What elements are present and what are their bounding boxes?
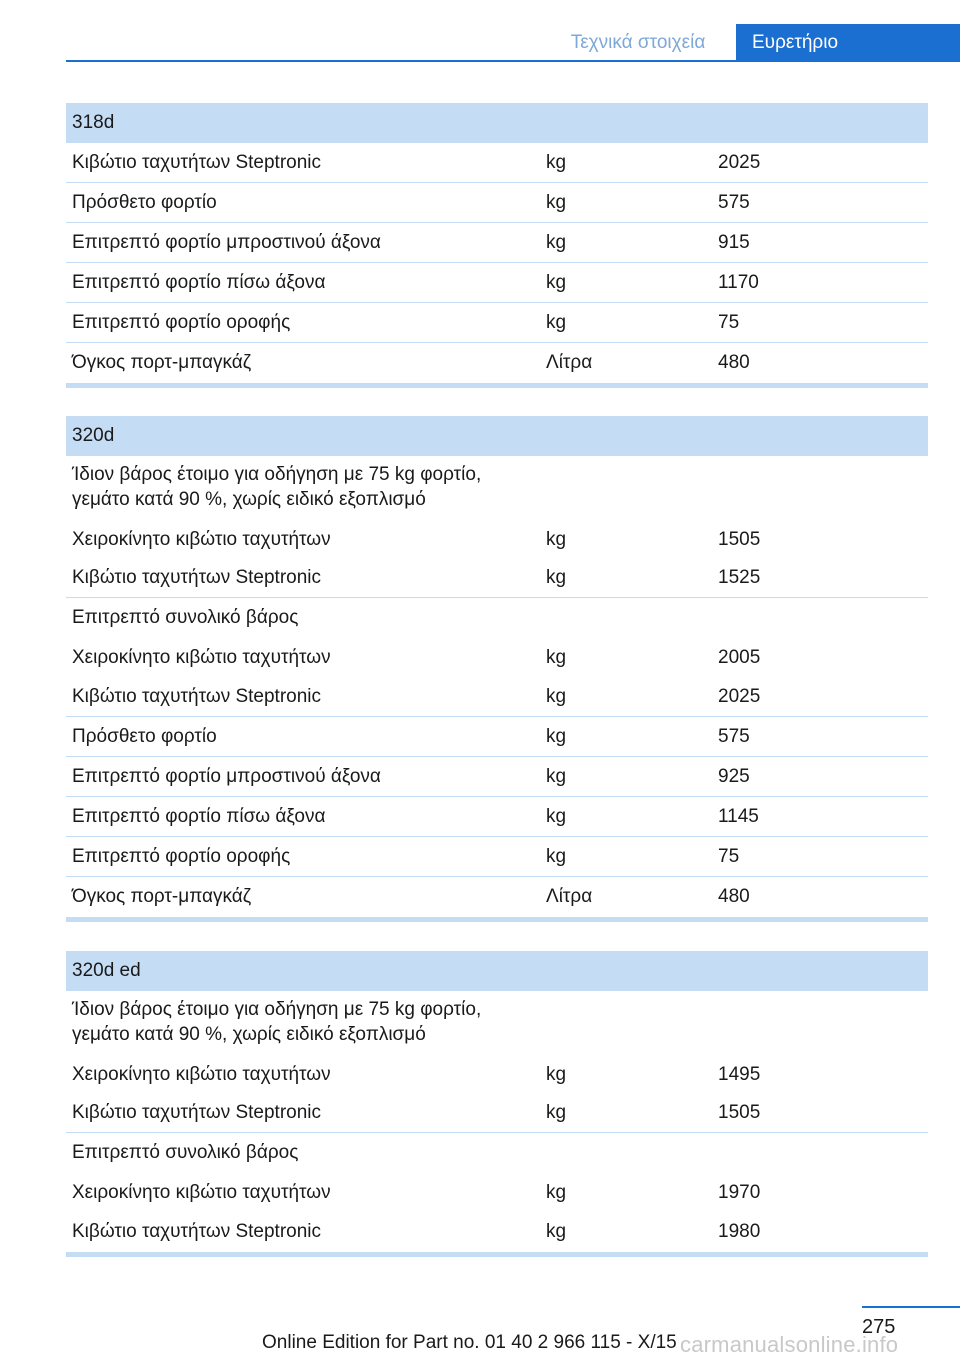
row-label-line: Ίδιον βάρος έτοιμο για οδήγηση με 75 kg φορτίο, — [72, 999, 482, 1020]
page-number: 275 — [862, 1316, 896, 1338]
spec-table-320d — [66, 416, 928, 922]
row-label: Πρόσθετο φορτίο — [72, 725, 217, 747]
row-label: Επιτρεπτό φορτίο πίσω άξονα — [72, 805, 326, 827]
row-value: 480 — [718, 886, 750, 907]
table-row — [66, 598, 928, 638]
row-label — [66, 462, 666, 512]
table-row — [66, 1094, 928, 1133]
row-value: 575 — [718, 191, 750, 213]
table-row — [66, 143, 928, 183]
row-label: Χειροκίνητο κιβώτιο ταχυτήτων — [72, 1181, 331, 1203]
table-bottom-rule — [66, 917, 928, 922]
table-row — [66, 1212, 928, 1252]
row-unit: kg — [546, 311, 567, 333]
table-row — [66, 520, 928, 559]
table-row — [66, 677, 928, 717]
table-row — [66, 1055, 928, 1094]
spec-table-318d — [66, 103, 928, 388]
table-row — [66, 757, 928, 797]
row-label: Πρόσθετο φορτίο — [72, 191, 217, 213]
row-unit: kg — [546, 685, 567, 707]
row-label: Επιτρεπτό φορτίο οροφής — [72, 311, 291, 333]
table-row — [66, 343, 928, 383]
row-label: Επιτρεπτό φορτίο μπροστινού άξονα — [72, 765, 381, 787]
row-unit: kg — [546, 725, 567, 747]
table-title: 320d ed — [66, 951, 928, 991]
table-row — [66, 1173, 928, 1212]
row-label: Επιτρεπτό φορτίο μπροστινού άξονα — [72, 231, 381, 253]
row-value: 575 — [718, 725, 750, 747]
row-label: Επιτρεπτό συνολικό βάρος — [72, 1142, 299, 1163]
row-label — [66, 997, 666, 1047]
row-unit: kg — [546, 191, 567, 213]
row-label-line: γεμάτο κατά 90 %, χωρίς ειδικό εξοπλισμό — [72, 489, 426, 510]
row-unit: kg — [546, 1221, 567, 1242]
row-label: Επιτρεπτό φορτίο οροφής — [72, 845, 291, 867]
row-unit: Λίτρα — [546, 352, 593, 373]
row-value: 1495 — [718, 1063, 761, 1085]
row-value: 1145 — [718, 805, 759, 827]
row-unit: kg — [546, 805, 567, 827]
row-label: Κιβώτιο ταχυτήτων Steptronic — [72, 567, 322, 588]
row-unit: kg — [546, 1063, 567, 1085]
row-label: Κιβώτιο ταχυτήτων Steptronic — [72, 1221, 322, 1242]
table-row — [66, 717, 928, 757]
row-label: Επιτρεπτό φορτίο πίσω άξονα — [72, 271, 326, 293]
watermark: carmanualsonline.info — [680, 1332, 899, 1357]
row-label-line: Ίδιον βάρος έτοιμο για οδήγηση με 75 kg φορτίο, — [72, 464, 482, 485]
row-value: 1170 — [718, 271, 759, 293]
table-row — [66, 837, 928, 877]
row-unit: kg — [546, 271, 567, 293]
row-value: 1505 — [718, 1102, 761, 1123]
table-bottom-rule — [66, 383, 928, 388]
spec-table-320d-ed — [66, 951, 928, 1257]
row-label: Χειροκίνητο κιβώτιο ταχυτήτων — [72, 1063, 331, 1085]
table-row — [66, 559, 928, 598]
table-row — [66, 183, 928, 223]
table-row — [66, 263, 928, 303]
row-value: 915 — [718, 231, 750, 253]
table-bottom-rule — [66, 1252, 928, 1257]
row-unit: kg — [546, 1181, 567, 1203]
row-unit: kg — [546, 567, 567, 588]
row-unit: kg — [546, 528, 567, 550]
row-unit: kg — [546, 765, 567, 787]
row-label: Κιβώτιο ταχυτήτων Steptronic — [72, 685, 322, 707]
table-row — [66, 991, 928, 1055]
row-label: Κιβώτιο ταχυτήτων Steptronic — [72, 1102, 322, 1123]
row-value: 2005 — [718, 646, 761, 668]
row-unit: Λίτρα — [546, 886, 593, 907]
row-label: Χειροκίνητο κιβώτιο ταχυτήτων — [72, 646, 331, 668]
row-unit: kg — [546, 231, 567, 253]
row-value: 925 — [718, 765, 750, 787]
row-value: 480 — [718, 352, 750, 373]
row-unit: kg — [546, 646, 567, 668]
table-title: 318d — [66, 103, 928, 143]
row-value: 1505 — [718, 528, 761, 550]
table-row — [66, 1133, 928, 1173]
row-value: 75 — [718, 311, 740, 333]
row-unit: kg — [546, 1102, 567, 1123]
row-value: 2025 — [718, 151, 761, 173]
row-value: 1980 — [718, 1221, 761, 1242]
row-unit: kg — [546, 845, 567, 867]
table-row — [66, 638, 928, 677]
table-title: 320d — [66, 416, 928, 456]
row-value: 2025 — [718, 685, 761, 707]
page-number-rule — [862, 1306, 960, 1308]
tab-technical-data[interactable]: Τεχνικά στοιχεία — [570, 32, 706, 53]
table-row — [66, 797, 928, 837]
row-label: Όγκος πορτ-μπαγκάζ — [72, 352, 252, 373]
row-value: 1525 — [718, 567, 761, 588]
table-row — [66, 223, 928, 263]
row-label: Κιβώτιο ταχυτήτων Steptronic — [72, 151, 322, 173]
table-row — [66, 456, 928, 520]
row-label: Όγκος πορτ-μπαγκάζ — [72, 886, 252, 907]
header-divider — [66, 60, 960, 62]
row-label: Χειροκίνητο κιβώτιο ταχυτήτων — [72, 528, 331, 550]
row-unit: kg — [546, 151, 567, 173]
table-row — [66, 877, 928, 917]
table-row — [66, 303, 928, 343]
tab-index[interactable]: Ευρετήριο — [736, 24, 960, 62]
row-label: Επιτρεπτό συνολικό βάρος — [72, 607, 299, 628]
edition-text: Online Edition for Part no. 01 40 2 966 115 - X/15 — [262, 1332, 677, 1353]
header-bar — [0, 0, 960, 62]
row-label-line: γεμάτο κατά 90 %, χωρίς ειδικό εξοπλισμό — [72, 1024, 426, 1045]
row-value: 1970 — [718, 1181, 761, 1203]
row-value: 75 — [718, 845, 740, 867]
